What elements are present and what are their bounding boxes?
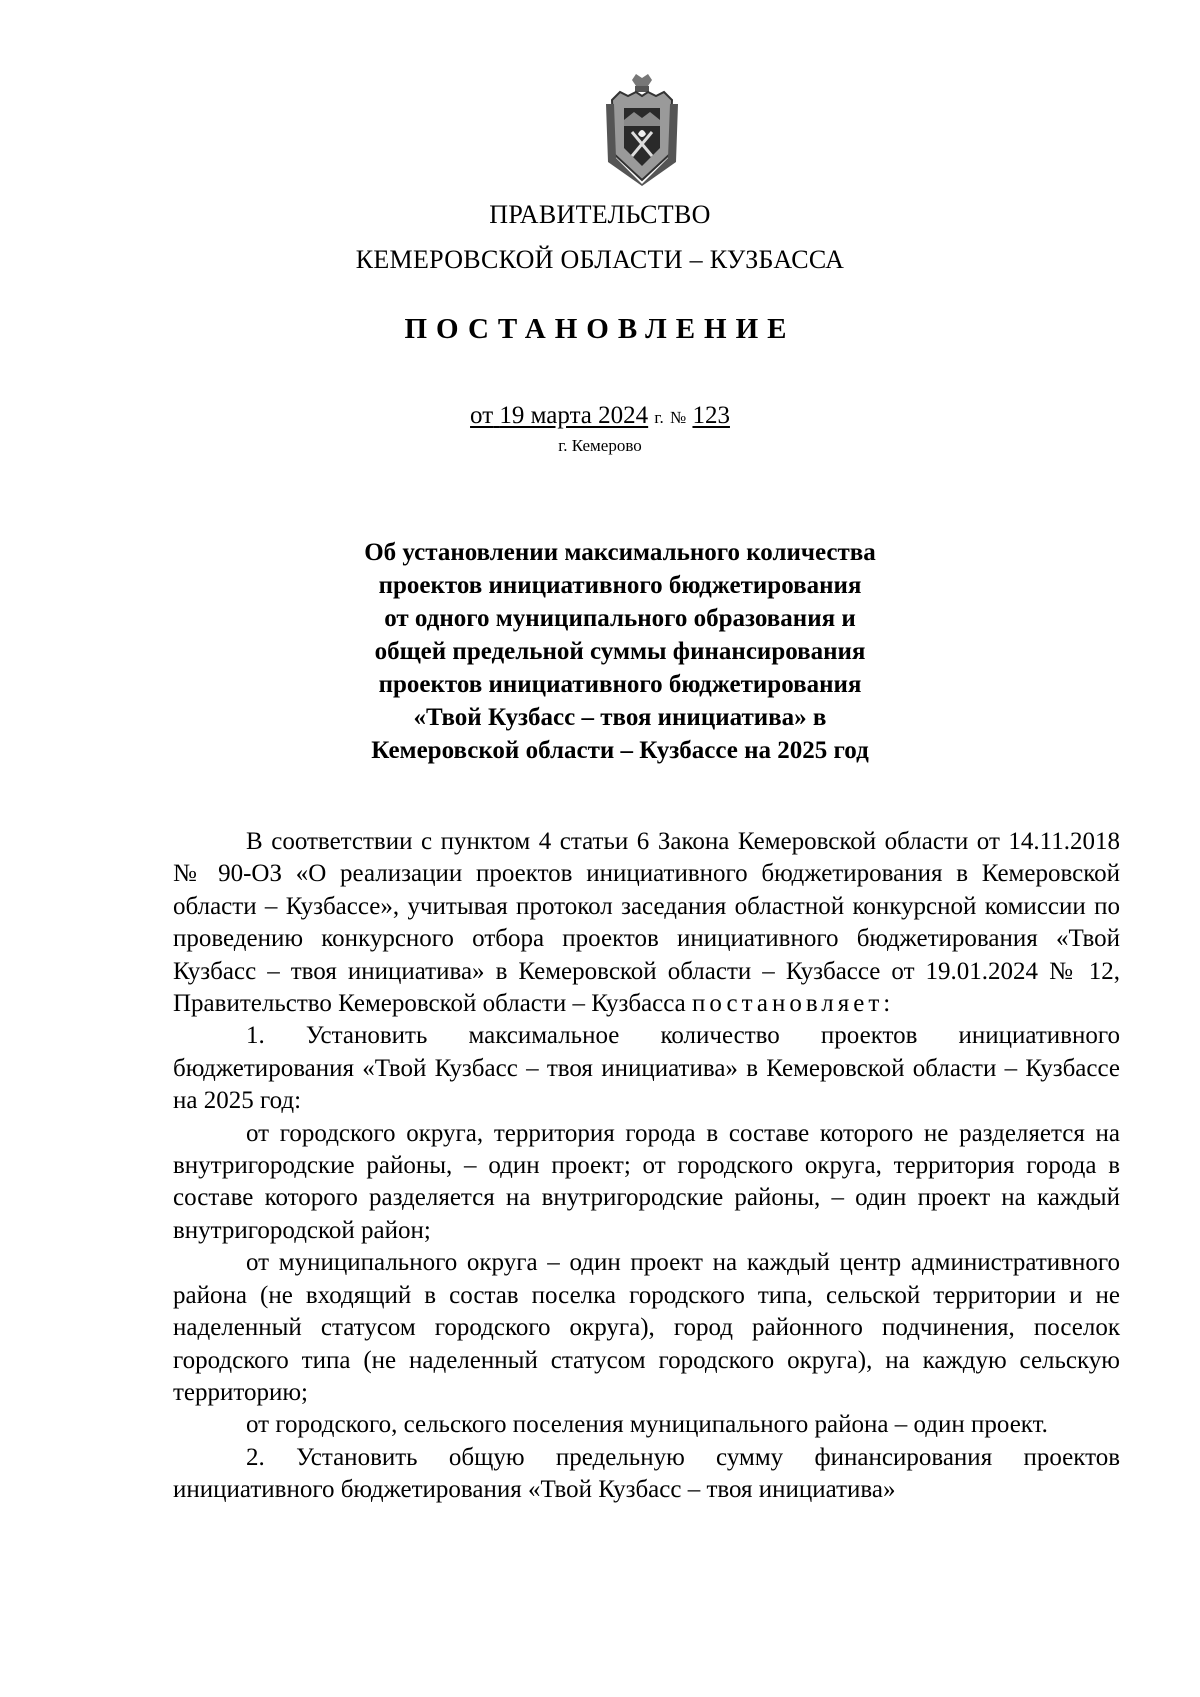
city-name: г. Кемерово (558, 436, 642, 455)
government-name-line2: КЕМЕРОВСКОЙ ОБЛАСТИ – КУЗБАССА (355, 245, 845, 274)
date-prefix: от (470, 402, 494, 429)
item-2-paragraph: 2. Установить общую предельную сумму финансирования проектов инициативного бюджетирования «Твой Кузбасс – твоя инициатива» (173, 1443, 1120, 1504)
date-number-line (0, 402, 1200, 430)
document-title (300, 536, 940, 767)
coat-of-arms-icon (604, 74, 680, 186)
title-line: Кемеровской области – Кузбассе на 2025 год (371, 737, 869, 764)
document-body (173, 826, 1120, 1507)
item-1-city-district-paragraph: от городского округа, территория города в составе которого не разделяется на внутригородские районы, – один проект; от городского округа, территория города в составе которого разделяется на внутригородские районы, – один проект на каждый внутригородской район; (173, 1119, 1120, 1244)
government-name-line1: ПРАВИТЕЛЬСТВО (489, 200, 711, 229)
title-line: проектов инициативного бюджетирования (378, 572, 862, 599)
preamble-text: В соответствии с пунктом 4 статьи 6 Закона Кемеровской области от 14.11.2018 № 90-ОЗ «О реализации проектов инициативного бюджетирования в Кемеровской области – Кузбассе», учитывая протокол заседания областной конкурсной комиссии по проведению конкурсного отбора проектов инициативного бюджетирования «Твой Кузбасс – твоя инициатива» в Кемеровской области – Кузбассе от 19.01.2024 № 12, Правительство Кемеровской области – Кузбасса (173, 828, 1120, 1018)
title-line: «Твой Кузбасс – твоя инициатива» в (413, 704, 827, 731)
title-line: Об установлении максимального количества (364, 539, 876, 566)
document-date: 19 марта 2024 (499, 402, 649, 429)
item-1-municipal-district-paragraph: от муниципального округа – один проект на каждый центр административного района (не входящий в состав поселка городского типа, сельской территории и не наделенный статусом городского округа), город районного подчинения, поселок городского типа (не наделенный статусом городского округа), на каждую сельскую территорию; (173, 1249, 1120, 1406)
title-line: от одного муниципального образования и (384, 605, 856, 632)
document-type: ПОСТАНОВЛЕНИЕ (404, 313, 796, 345)
item-1-paragraph: 1. Установить максимальное количество проектов инициативного бюджетирования «Твой Кузбасс – твоя инициатива» в Кемеровской области – Кузбассе на 2025 год: (173, 1022, 1120, 1115)
item-1-settlement-paragraph: от городского, сельского поселения муниципального района – один проект. (246, 1411, 1048, 1439)
resolves-word: постановляет: (692, 990, 895, 1018)
title-line: общей предельной суммы финансирования (374, 638, 866, 665)
preamble-paragraph (173, 826, 1120, 1020)
number-sign: № (669, 408, 687, 427)
year-suffix: г. (654, 408, 664, 427)
title-line: проектов инициативного бюджетирования (378, 671, 862, 698)
document-number: 123 (692, 402, 730, 429)
